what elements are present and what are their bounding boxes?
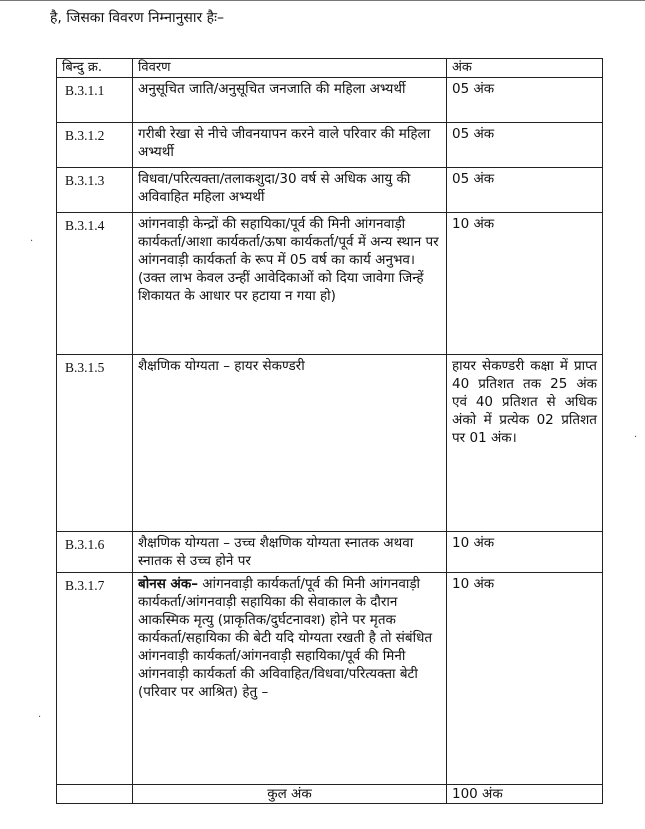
row-code: B.3.1.6 [57, 532, 133, 573]
row-marks-text: हायर सेकण्डरी कक्षा में प्राप्त 40 प्रतिशत तक 25 अंक एवं 40 प्रतिशत से अधिक अंको में प्रत्येक 02 प्रतिशत पर 01 अंक। [447, 355, 603, 532]
table-row [57, 213, 603, 355]
row-description: विधवा/परित्यक्ता/तलाकशुदा/30 वर्ष से अधिक आयु की अविवाहित महिला अभ्यर्थी [133, 168, 447, 213]
row-marks: 05 अंक [447, 78, 603, 123]
marks-table [56, 58, 603, 804]
row-marks: 10 अंक [447, 532, 603, 573]
row-description: शैक्षणिक योग्यता – हायर सेकण्डरी [133, 355, 447, 532]
row-marks: 05 अंक [447, 123, 603, 168]
row-code: B.3.1.7 [57, 573, 133, 785]
total-label: कुल अंक [133, 785, 447, 804]
row-code: B.3.1.1 [57, 78, 133, 123]
table-row [57, 123, 603, 168]
total-row [57, 785, 603, 804]
scan-speck: · [30, 236, 34, 247]
table-row [57, 355, 603, 532]
header-marks: अंक [447, 59, 603, 78]
row-code: B.3.1.2 [57, 123, 133, 168]
header-description: विवरण [133, 59, 447, 78]
table-row [57, 573, 603, 785]
scan-speck: · [38, 712, 42, 723]
row-description: शैक्षणिक योग्यता – उच्च शैक्षणिक योग्यता स्नातक अथवा स्नातक से उच्च होने पर [133, 532, 447, 573]
row-description: आंगनवाड़ी कार्यकर्ता/पूर्व की मिनी आंगनवाड़ी कार्यकर्ता/आंगनवाड़ी सहायिका की सेवाकाल के दौरान आकस्मिक मृत्यु (प्राकृतिक/दुर्घटनावश) होने पर मृतक कार्यकर्ता/सहायिका की बेटी यदि योग्यता रखती है तो संबंधित आंगनवाड़ी कार्यकर्ता/आंगनवाड़ी सहायिका/पूर्व की मिनी आंगनवाड़ी कार्यकर्ता की अविवाहित/विधवा/परित्यक्ता बेटी (परिवार पर आश्रित) हेतु – [138, 576, 433, 700]
table-row [57, 168, 603, 213]
row-marks: 10 अंक [447, 573, 603, 785]
header-code: बिन्दु क्र. [57, 59, 133, 78]
total-marks: 100 अंक [447, 785, 603, 804]
row-description: अनुसूचित जाति/अनुसूचित जनजाति की महिला अभ्यर्थी [133, 78, 447, 123]
row-description: आंगनवाड़ी केन्द्रों की सहायिका/पूर्व की मिनी आंगनवाड़ी कार्यकर्ता/आशा कार्यकर्ता/ऊषा कार्यकर्ता/पूर्व में अन्य स्थान पर आंगनवाड़ी कार्यकर्ता के रूप में 05 वर्ष का कार्य अनुभव। (उक्त लाभ केवल उन्हीं आवेदिकाओं को दिया जावेगा जिन्हें शिकायत के आधार पर हटाया न गया हो) [133, 213, 447, 355]
table-row [57, 532, 603, 573]
row-code: B.3.1.5 [57, 355, 133, 532]
row-description-cell [133, 573, 447, 785]
page-top-edge [0, 0, 645, 7]
table-row [57, 78, 603, 123]
row-description: गरीबी रेखा से नीचे जीवनयापन करने वाले परिवार की महिला अभ्यर्थी [133, 123, 447, 168]
row-marks: 05 अंक [447, 168, 603, 213]
intro-text: है, जिसका विवरण निम्नानुसार हैः– [50, 10, 224, 26]
row-code: B.3.1.3 [57, 168, 133, 213]
total-empty-cell [57, 785, 133, 804]
bonus-lead: बोनस अंक– [138, 576, 198, 592]
row-code: B.3.1.4 [57, 213, 133, 355]
scan-speck: · [634, 432, 638, 443]
table-header-row [57, 59, 603, 78]
row-marks: 10 अंक [447, 213, 603, 355]
